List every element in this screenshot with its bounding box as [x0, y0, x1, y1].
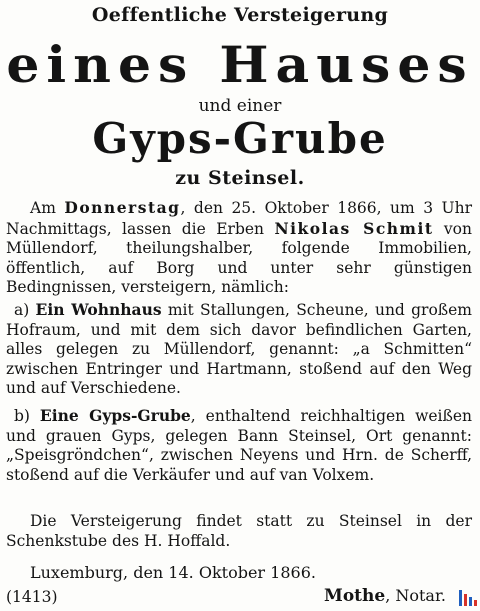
- text-fragment: , den 25. Oktober 1866, um 3 Uhr Nachmittags, lassen die Erben: [6, 199, 472, 238]
- weekday: Donnerstag: [64, 198, 181, 217]
- notary-signature: [324, 586, 446, 606]
- reference-number: (1413): [6, 588, 58, 606]
- paragraph-item-gypsum: [6, 406, 472, 485]
- headline-gypsum-pit: Gyps-Grube: [92, 114, 388, 163]
- notary-title: , Notar.: [385, 586, 446, 605]
- item-title-gypsum: Eine Gyps-Grube: [39, 406, 191, 425]
- item-title-house: Ein Wohnhaus: [35, 300, 162, 319]
- item-description: , enthaltend reichhaltigen weißen und grauen Gyps, gelegen Bann Steinsel, Ort genannt: „Speisgröndchen“, zwischen Neyens und Hrn. de Scherff, stoßend auf die Verkäufer und auf van Volxem.: [6, 407, 472, 484]
- paragraph-venue: Die Versteigerung findet statt zu Steinsel in der Schenkstube des H. Hoffald.: [6, 512, 472, 550]
- headline-and: und einer: [198, 96, 282, 116]
- headline-location: zu Steinsel.: [175, 167, 305, 189]
- notary-name: Mothe: [324, 586, 386, 606]
- item-letter: a): [14, 301, 36, 319]
- text-fragment: Am: [30, 199, 65, 217]
- item-description: mit Stallungen, Scheune, und großem Hofraum, und mit dem sich davor befindlichen Garten, alles gelegen zu Müllendorf, genannt: „a Schmitten“ zwischen Entringer und Hartmann, stoßend auf den Weg und auf Verschiedene.: [6, 301, 472, 397]
- headline-house: eines Hauses: [6, 36, 474, 95]
- library-logo-icon: [458, 588, 478, 608]
- headline-public-auction: Oeffentliche Versteigerung: [91, 4, 389, 26]
- paragraph-auction-details: [6, 198, 472, 298]
- paragraph-item-house: [6, 300, 472, 399]
- dateline: Luxemburg, den 14. Oktober 1866.: [30, 563, 316, 582]
- heir-name: Nikolas Schmit: [274, 218, 434, 238]
- text-fragment: von Müllendorf, theilungshalber, folgende Immobilien, öffentlich, auf Borg und unter sehr günstigen Bedingnissen, versteigern, nämlich:: [6, 219, 472, 296]
- item-letter: b): [14, 407, 40, 425]
